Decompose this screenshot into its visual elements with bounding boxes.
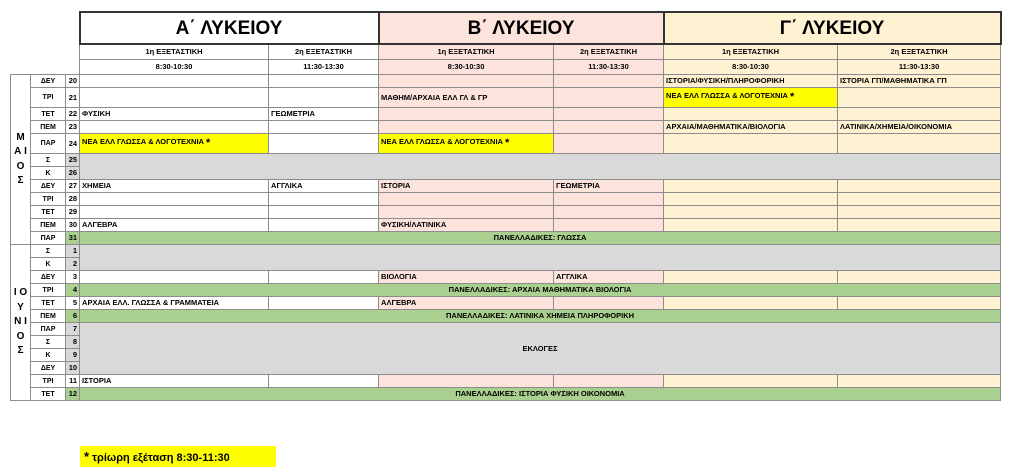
grade-b-exam1-cell bbox=[379, 271, 554, 284]
grade-c-exam2-cell bbox=[838, 134, 1001, 154]
grade-c-exam1-cell bbox=[664, 88, 838, 108]
footnote-star: * bbox=[84, 449, 90, 464]
grade-b-time1: 8:30-10:30 bbox=[379, 60, 554, 75]
day-number: 5 bbox=[66, 297, 80, 310]
grade-a-exam2-cell bbox=[269, 297, 379, 310]
subject-label: ΦΥΣΙΚΗ bbox=[82, 109, 111, 119]
grade-a-exam2-cell bbox=[269, 375, 379, 388]
subject-label: ΑΡΧΑΙΑ ΕΛΛ. ΓΛΩΣΣΑ & ΓΡΑΜΜΑΤΕΙΑ bbox=[82, 298, 220, 308]
day-name: ΠΑΡ bbox=[31, 232, 66, 245]
grade-a-exam2-cell bbox=[269, 108, 379, 121]
table-row bbox=[11, 108, 1001, 121]
day-number: 9 bbox=[66, 349, 80, 362]
subject-label: ΜΑΘΗΜ/ΑΡΧΑΙΑ ΕΛΛ ΓΛ & ΓΡ bbox=[381, 92, 488, 102]
table-row bbox=[11, 193, 1001, 206]
grade-c-exam1-cell bbox=[664, 297, 838, 310]
grade-b-exam2-cell bbox=[554, 180, 664, 193]
grade-b-exam2-cell bbox=[554, 193, 664, 206]
grade-b-exam1-cell bbox=[379, 121, 554, 134]
grade-c-exam2-cell bbox=[838, 297, 1001, 310]
subject-label: ΝΕΑ ΕΛΛ ΓΛΩΣΣΑ & ΛΟΓΟΤΕΧΝΙΑ bbox=[666, 91, 788, 100]
day-name: ΤΡΙ bbox=[31, 193, 66, 206]
grade-b-exam2-cell bbox=[554, 375, 664, 388]
month-label-may: Μ Α Ι Ο Σ bbox=[11, 75, 31, 245]
grade-a-exam2-cell bbox=[269, 180, 379, 193]
subject-label: ΙΣΤΟΡΙΑ/ΦΥΣΙΚΗ/ΠΛΗΡΟΦΟΡΙΚΗ bbox=[666, 76, 785, 86]
grade-b-exam2-cell bbox=[554, 206, 664, 219]
grade-b-exam2-cell bbox=[554, 134, 664, 154]
day-number: 27 bbox=[66, 180, 80, 193]
subject-label: ΦΥΣΙΚΗ/ΛΑΤΙΝΙΚΑ bbox=[381, 220, 447, 230]
day-name: ΤΕΤ bbox=[31, 388, 66, 401]
day-number: 25 bbox=[66, 154, 80, 167]
grade-a-exam2-cell bbox=[269, 219, 379, 232]
grade-a-exam1-cell bbox=[80, 375, 269, 388]
grade-c-exam2-cell bbox=[838, 108, 1001, 121]
grade-c-exam2-cell bbox=[838, 180, 1001, 193]
table-row bbox=[11, 323, 1001, 336]
table-row bbox=[11, 219, 1001, 232]
panhellenic-exam-banner: ΠΑΝΕΛΛΑΔΙΚΕΣ: ΛΑΤΙΝΙΚΑ ΧΗΜΕΙΑ ΠΛΗΡΟΦΟΡΙΚΗ bbox=[80, 310, 1001, 323]
grade-a-exam1-cell bbox=[80, 121, 269, 134]
day-name: ΠΕΜ bbox=[31, 121, 66, 134]
grade-c-exam1-cell bbox=[664, 75, 838, 88]
grade-a-time2: 11:30-13:30 bbox=[269, 60, 379, 75]
day-name: Κ bbox=[31, 349, 66, 362]
grade-a-exam2-cell bbox=[269, 134, 379, 154]
day-number: 21 bbox=[66, 88, 80, 108]
table-row bbox=[11, 180, 1001, 193]
subject-label: ΝΕΑ ΕΛΛ ΓΛΩΣΣΑ & ΛΟΓΟΤΕΧΝΙΑ bbox=[82, 137, 204, 146]
grade-c-exam1-cell bbox=[664, 180, 838, 193]
footnote-text: τρίωρη εξέταση 8:30-11:30 bbox=[92, 452, 230, 464]
day-number: 12 bbox=[66, 388, 80, 401]
elections-block: ΕΚΛΟΓΕΣ bbox=[80, 323, 1001, 375]
table-row bbox=[11, 310, 1001, 323]
grade-c-exam2-header: 2η ΕΞΕΤΑΣΤΙΚΗ bbox=[838, 44, 1001, 60]
day-number: 6 bbox=[66, 310, 80, 323]
grade-a-exam1-cell bbox=[80, 75, 269, 88]
grade-b-exam1-cell bbox=[379, 180, 554, 193]
footnote bbox=[80, 446, 276, 467]
subject-label: ΑΓΓΛΙΚΑ bbox=[271, 181, 303, 191]
grade-b-exam2-cell bbox=[554, 121, 664, 134]
grade-c-exam1-cell bbox=[664, 375, 838, 388]
subject-label: ΓΕΩΜΕΤΡΙΑ bbox=[271, 109, 315, 119]
day-name: ΠΑΡ bbox=[31, 323, 66, 336]
grade-a-exam1-cell bbox=[80, 271, 269, 284]
day-name: ΤΡΙ bbox=[31, 88, 66, 108]
grade-b-exam1-cell bbox=[379, 75, 554, 88]
grade-a-exam1-cell bbox=[80, 193, 269, 206]
table-row bbox=[11, 75, 1001, 88]
day-number: 23 bbox=[66, 121, 80, 134]
grade-a-exam2-cell bbox=[269, 271, 379, 284]
grade-c-time2: 11:30-13:30 bbox=[838, 60, 1001, 75]
grade-b-exam1-cell bbox=[379, 134, 554, 154]
subject-label: ΧΗΜΕΙΑ bbox=[82, 181, 112, 191]
grade-b-exam1-cell bbox=[379, 375, 554, 388]
grade-a-exam1-cell bbox=[80, 180, 269, 193]
grade-b-exam1-header: 1η ΕΞΕΤΑΣΤΙΚΗ bbox=[379, 44, 554, 60]
grade-c-exam2-cell bbox=[838, 88, 1001, 108]
grade-a-exam1-header: 1η ΕΞΕΤΑΣΤΙΚΗ bbox=[80, 44, 269, 60]
day-name: ΔΕΥ bbox=[31, 362, 66, 375]
table-row bbox=[11, 232, 1001, 245]
grade-c-exam1-cell bbox=[664, 206, 838, 219]
grade-c-exam2-cell bbox=[838, 193, 1001, 206]
table-row bbox=[11, 388, 1001, 401]
table-row bbox=[11, 284, 1001, 297]
grade-a-exam1-cell bbox=[80, 134, 269, 154]
subject-label: ΑΡΧΑΙΑ/ΜΑΘΗΜΑΤΙΚΑ/ΒΙΟΛΟΓΙΑ bbox=[666, 122, 786, 132]
grade-b-exam1-cell bbox=[379, 297, 554, 310]
weekend-block bbox=[80, 154, 1001, 180]
subject-label: ΒΙΟΛΟΓΙΑ bbox=[381, 272, 417, 282]
day-name: ΔΕΥ bbox=[31, 75, 66, 88]
day-number: 30 bbox=[66, 219, 80, 232]
day-name: ΤΡΙ bbox=[31, 284, 66, 297]
grade-c-exam1-cell bbox=[664, 219, 838, 232]
table-row bbox=[11, 88, 1001, 108]
subject-label: ΑΛΓΕΒΡΑ bbox=[82, 220, 118, 230]
panhellenic-exam-banner: ΠΑΝΕΛΛΑΔΙΚΕΣ: ΑΡΧΑΙΑ ΜΑΘΗΜΑΤΙΚΑ ΒΙΟΛΟΓΙΑ bbox=[80, 284, 1001, 297]
day-name: ΤΕΤ bbox=[31, 206, 66, 219]
grade-a-time1: 8:30-10:30 bbox=[80, 60, 269, 75]
grade-a-exam2-cell bbox=[269, 206, 379, 219]
table-row bbox=[11, 121, 1001, 134]
day-number: 3 bbox=[66, 271, 80, 284]
day-number: 7 bbox=[66, 323, 80, 336]
grade-b-exam2-cell bbox=[554, 219, 664, 232]
day-name: Σ bbox=[31, 154, 66, 167]
grade-c-exam1-cell bbox=[664, 134, 838, 154]
day-number: 1 bbox=[66, 245, 80, 258]
subject-label: ΙΣΤΟΡΙΑ bbox=[82, 376, 112, 386]
subject-label: ΙΣΤΟΡΙΑ bbox=[381, 181, 411, 191]
grade-a-exam2-header: 2η ΕΞΕΤΑΣΤΙΚΗ bbox=[269, 44, 379, 60]
day-number: 31 bbox=[66, 232, 80, 245]
grade-b-exam1-cell bbox=[379, 108, 554, 121]
day-name: ΤΕΤ bbox=[31, 297, 66, 310]
panhellenic-exam-banner: ΠΑΝΕΛΛΑΔΙΚΕΣ: ΙΣΤΟΡΙΑ ΦΥΣΙΚΗ ΟΙΚΟΝΟΜΙΑ bbox=[80, 388, 1001, 401]
grade-c-exam2-cell bbox=[838, 206, 1001, 219]
subject-label: ΑΛΓΕΒΡΑ bbox=[381, 298, 417, 308]
subject-label: ΙΣΤΟΡΙΑ ΓΠ/ΜΑΘΗΜΑΤΙΚΑ ΓΠ bbox=[840, 76, 947, 86]
day-number: 22 bbox=[66, 108, 80, 121]
day-number: 2 bbox=[66, 258, 80, 271]
day-number: 8 bbox=[66, 336, 80, 349]
grade-a-exam1-cell bbox=[80, 108, 269, 121]
grade-c-exam2-cell bbox=[838, 271, 1001, 284]
grade-b-exam2-header: 2η ΕΞΕΤΑΣΤΙΚΗ bbox=[554, 44, 664, 60]
day-name: ΔΕΥ bbox=[31, 180, 66, 193]
day-name: ΤΡΙ bbox=[31, 375, 66, 388]
day-name: ΤΕΤ bbox=[31, 108, 66, 121]
day-name: ΔΕΥ bbox=[31, 271, 66, 284]
subject-label: ΑΓΓΛΙΚΑ bbox=[556, 272, 588, 282]
grade-b-title: Β΄ ΛΥΚΕΙΟΥ bbox=[379, 12, 664, 44]
subject-label: ΝΕΑ ΕΛΛ ΓΛΩΣΣΑ & ΛΟΓΟΤΕΧΝΙΑ bbox=[381, 137, 503, 146]
grade-c-title: Γ΄ ΛΥΚΕΙΟΥ bbox=[664, 12, 1001, 44]
day-number: 11 bbox=[66, 375, 80, 388]
subject-label: ΓΕΩΜΕΤΡΙΑ bbox=[556, 181, 600, 191]
grade-a-exam2-cell bbox=[269, 121, 379, 134]
grade-b-exam2-cell bbox=[554, 271, 664, 284]
table-row bbox=[11, 297, 1001, 310]
grade-b-time2: 11:30-13:30 bbox=[554, 60, 664, 75]
table-row bbox=[11, 375, 1001, 388]
month-label-june: Ι Ο Υ Ν Ι Ο Σ bbox=[11, 245, 31, 401]
grade-b-exam1-cell bbox=[379, 219, 554, 232]
grade-b-exam2-cell bbox=[554, 88, 664, 108]
grade-a-exam1-cell bbox=[80, 206, 269, 219]
day-name: ΠΑΡ bbox=[31, 134, 66, 154]
grade-a-exam2-cell bbox=[269, 193, 379, 206]
day-name: Σ bbox=[31, 336, 66, 349]
grade-a-exam1-cell bbox=[80, 88, 269, 108]
grade-c-exam1-cell bbox=[664, 193, 838, 206]
grade-c-exam2-cell bbox=[838, 375, 1001, 388]
day-number: 29 bbox=[66, 206, 80, 219]
day-name: Κ bbox=[31, 258, 66, 271]
grade-b-exam1-cell bbox=[379, 193, 554, 206]
three-hour-star-icon: * bbox=[206, 137, 211, 149]
day-name: Σ bbox=[31, 245, 66, 258]
grade-c-exam2-cell bbox=[838, 121, 1001, 134]
grade-c-exam1-cell bbox=[664, 121, 838, 134]
table-row bbox=[11, 245, 1001, 258]
panhellenic-exam-banner: ΠΑΝΕΛΛΑΔΙΚΕΣ: ΓΛΩΣΣΑ bbox=[80, 232, 1001, 245]
grade-a-exam1-cell bbox=[80, 219, 269, 232]
table-row bbox=[11, 271, 1001, 284]
table-row bbox=[11, 134, 1001, 154]
grade-b-exam1-cell bbox=[379, 206, 554, 219]
three-hour-star-icon: * bbox=[790, 91, 795, 103]
grade-a-exam2-cell bbox=[269, 88, 379, 108]
grade-b-exam2-cell bbox=[554, 297, 664, 310]
grade-b-exam2-cell bbox=[554, 108, 664, 121]
table-row bbox=[11, 206, 1001, 219]
day-number: 26 bbox=[66, 167, 80, 180]
day-name: ΠΕΜ bbox=[31, 219, 66, 232]
exam-schedule-table bbox=[10, 11, 1002, 401]
grade-c-exam2-cell bbox=[838, 219, 1001, 232]
subject-label: ΛΑΤΙΝΙΚΑ/ΧΗΜΕΙΑ/ΟΙΚΟΝΟΜΙΑ bbox=[840, 122, 952, 132]
day-name: ΠΕΜ bbox=[31, 310, 66, 323]
grade-c-exam1-cell bbox=[664, 108, 838, 121]
day-name: Κ bbox=[31, 167, 66, 180]
day-number: 24 bbox=[66, 134, 80, 154]
grade-c-exam1-header: 1η ΕΞΕΤΑΣΤΙΚΗ bbox=[664, 44, 838, 60]
grade-c-exam2-cell bbox=[838, 75, 1001, 88]
day-number: 28 bbox=[66, 193, 80, 206]
three-hour-star-icon: * bbox=[505, 137, 510, 149]
grade-a-exam1-cell bbox=[80, 297, 269, 310]
grade-c-exam1-cell bbox=[664, 271, 838, 284]
weekend-block bbox=[80, 245, 1001, 271]
grade-a-exam2-cell bbox=[269, 75, 379, 88]
grade-b-exam1-cell bbox=[379, 88, 554, 108]
day-number: 10 bbox=[66, 362, 80, 375]
grade-c-time1: 8:30-10:30 bbox=[664, 60, 838, 75]
day-number: 20 bbox=[66, 75, 80, 88]
grade-b-exam2-cell bbox=[554, 75, 664, 88]
day-number: 4 bbox=[66, 284, 80, 297]
table-row bbox=[11, 154, 1001, 167]
grade-a-title: Α΄ ΛΥΚΕΙΟΥ bbox=[80, 12, 379, 44]
